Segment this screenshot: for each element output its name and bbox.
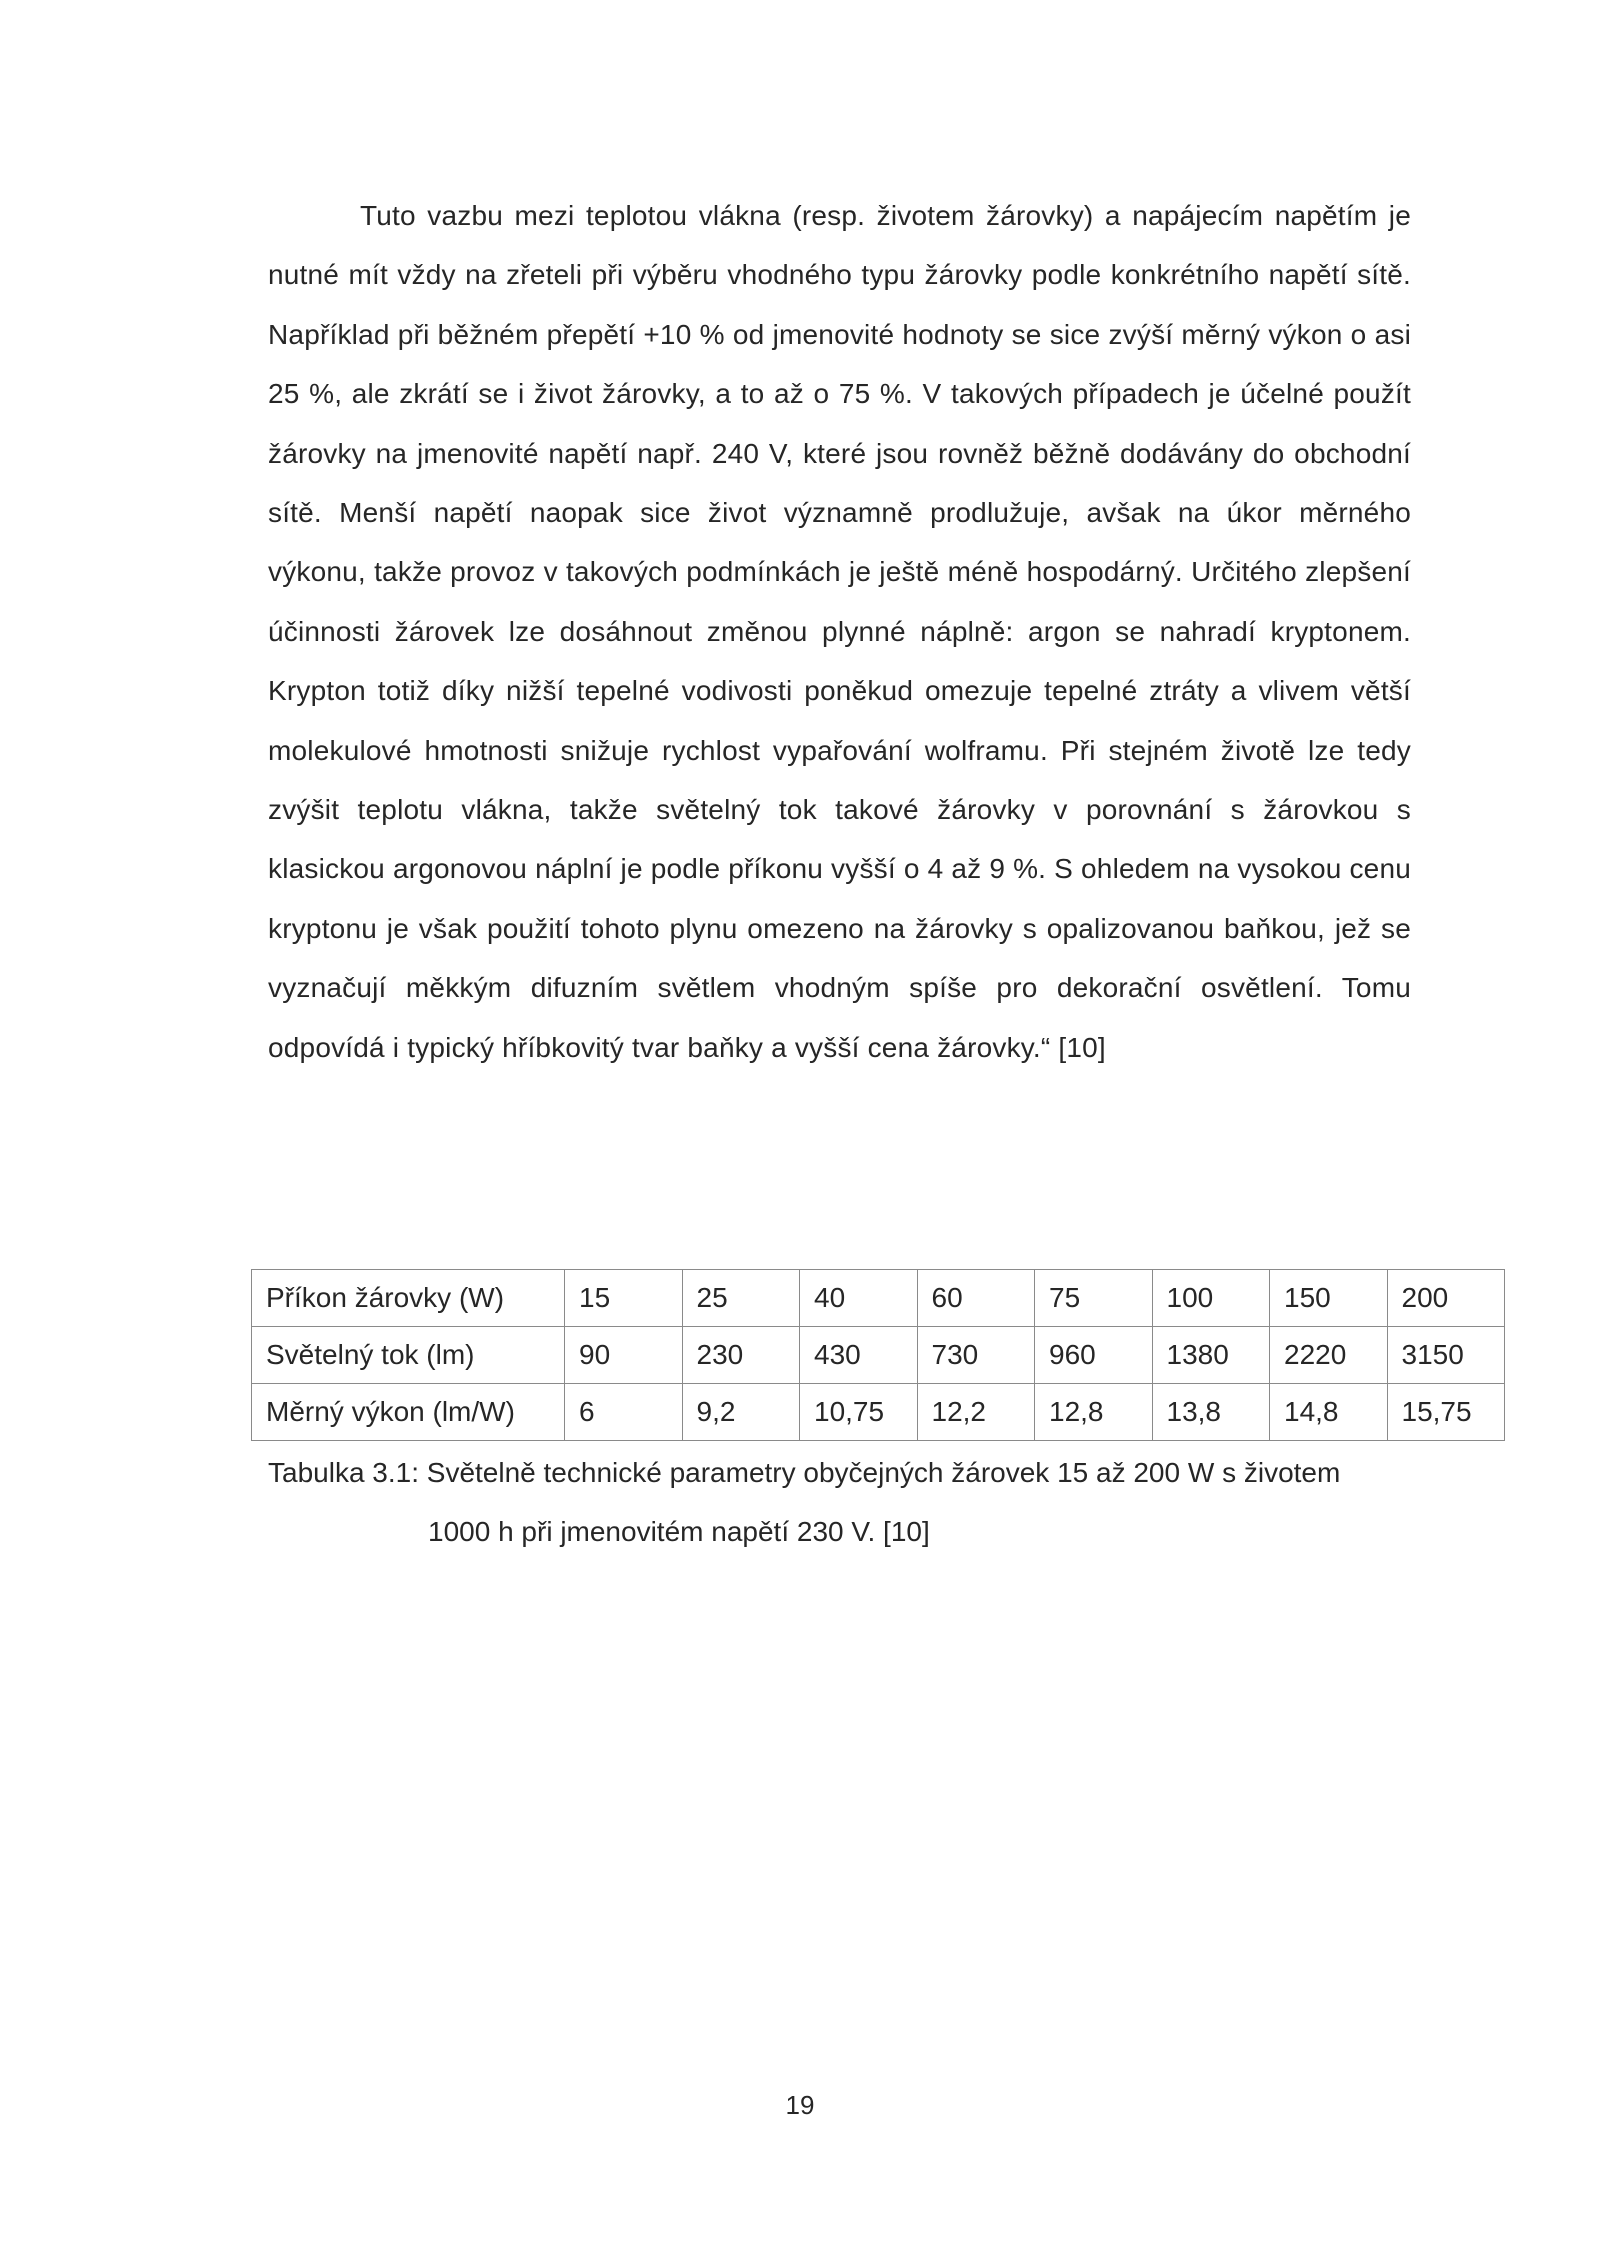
table-cell: 430 <box>800 1327 918 1384</box>
table-row <box>252 1327 1505 1384</box>
table-caption <box>268 1443 1411 1561</box>
table-cell: 100 <box>1152 1270 1270 1327</box>
table-cell: 150 <box>1270 1270 1388 1327</box>
table-cell: 6 <box>565 1384 683 1441</box>
table-cell: 230 <box>682 1327 800 1384</box>
table-cell: 3150 <box>1387 1327 1505 1384</box>
table-cell: 90 <box>565 1327 683 1384</box>
table-cell: 40 <box>800 1270 918 1327</box>
body-paragraph: Tuto vazbu mezi teplotou vlákna (resp. životem žárovky) a napájecím napětím je nutné mít vždy na zřeteli při výběru vhodného typu žárovky podle konkrétního napětí sítě. Například při běžném přepětí +10 % od jmenovité hodnoty se sice zvýší měrný výkon o asi 25 %, ale zkrátí se i život žárovky, a to až o 75 %. V takových případech je účelné použít žárovky na jmenovité napětí např. 240 V, které jsou rovněž běžně dodávány do obchodní sítě. Menší napětí naopak sice život významně prodlužuje, avšak na úkor měrného výkonu, takže provoz v takových podmínkách je ještě méně hospodárný. Určitého zlepšení účinnosti žárovek lze dosáhnout změnou plynné náplně: argon se nahradí kryptonem. Krypton totiž díky nižší tepelné vodivosti poněkud omezuje tepelné ztráty a vlivem větší molekulové hmotnosti snižuje rychlost vypařování wolframu. Při stejném životě lze tedy zvýšit teplotu vlákna, takže světelný tok takové žárovky v porovnání s žárovkou s klasickou argonovou náplní je podle příkonu vyšší o 4 až 9 %. S ohledem na vysokou cenu kryptonu je však použití tohoto plynu omezeno na žárovky s opalizovanou baňkou, jež se vyznačují měkkým difuzním světlem vhodným spíše pro dekorační osvětlení. Tomu odpovídá i typický hříbkovitý tvar baňky a vyšší cena žárovky.“ [10] <box>268 200 1411 1063</box>
caption-line-1: Tabulka 3.1: Světelně technické parametry obyčejných žárovek 15 až 200 W s životem <box>268 1457 1341 1488</box>
row-header-power: Příkon žárovky (W) <box>252 1270 565 1327</box>
caption-line-2: 1000 h při jmenovitém napětí 230 V. [10] <box>428 1516 930 1547</box>
row-header-efficacy: Měrný výkon (lm/W) <box>252 1384 565 1441</box>
table-cell: 60 <box>917 1270 1035 1327</box>
table-cell: 12,8 <box>1035 1384 1153 1441</box>
table-cell: 75 <box>1035 1270 1153 1327</box>
table-cell: 13,8 <box>1152 1384 1270 1441</box>
page-number: 19 <box>785 2090 815 2120</box>
parameters-table-container <box>251 1269 1505 1441</box>
table-row <box>252 1270 1505 1327</box>
table-row <box>252 1384 1505 1441</box>
table-cell: 10,75 <box>800 1384 918 1441</box>
table-cell: 2220 <box>1270 1327 1388 1384</box>
table-cell: 14,8 <box>1270 1384 1388 1441</box>
table-cell: 9,2 <box>682 1384 800 1441</box>
table-cell: 960 <box>1035 1327 1153 1384</box>
table-cell: 15,75 <box>1387 1384 1505 1441</box>
table-cell: 1380 <box>1152 1327 1270 1384</box>
table-cell: 730 <box>917 1327 1035 1384</box>
table-cell: 12,2 <box>917 1384 1035 1441</box>
table-cell: 200 <box>1387 1270 1505 1327</box>
bulb-parameters-table <box>251 1269 1505 1441</box>
table-cell: 15 <box>565 1270 683 1327</box>
table-cell: 25 <box>682 1270 800 1327</box>
row-header-luminous-flux: Světelný tok (lm) <box>252 1327 565 1384</box>
